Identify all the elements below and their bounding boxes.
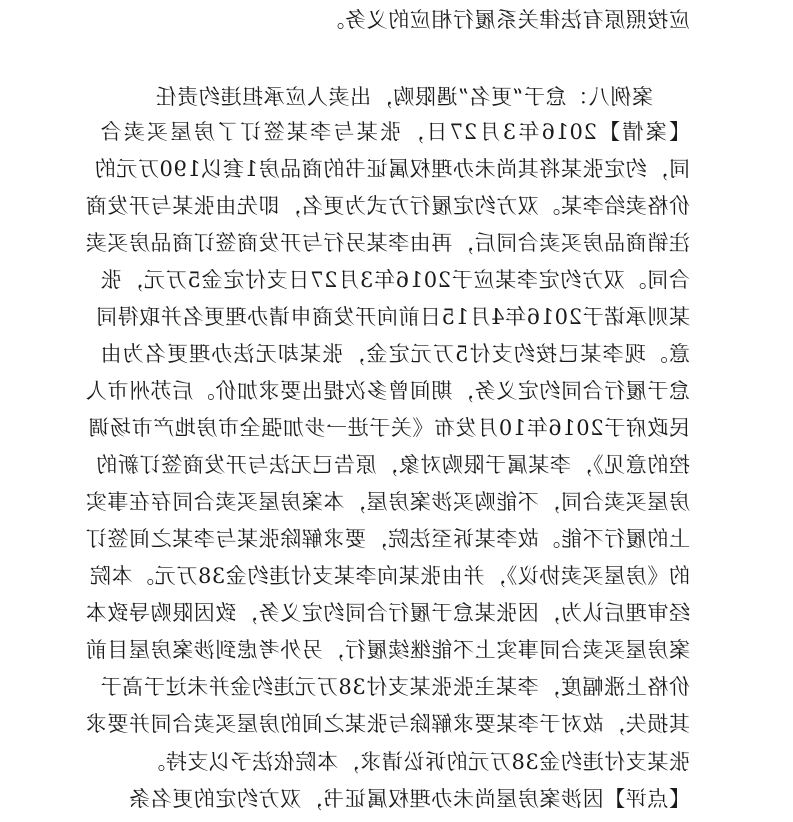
text-line-10: 怠于履行合同约定义务，期间曾多次提出要求加价。后苏州市人 [85, 379, 690, 403]
text-line-17: 案房屋买卖合同事实上不能继续履行，另外考虑到涉案房屋目前 [85, 638, 690, 662]
text-line-13: 房屋买卖合同，不能购买涉案房屋，本案房屋买卖合同存在事实 [85, 490, 690, 514]
text-line-16: 经审理后认为，因张某怠于履行合同约定义务，致因限购导致本 [85, 601, 690, 625]
text-line-6: 注销商品房买卖合同后，再由李某另行与开发商签订商品房买卖 [85, 231, 690, 255]
text-line-1: 应按照原有法律关系履行相应的义务。 [322, 8, 690, 32]
text-line-3: 【案情】2016年3月27日，张某与李某签订了房屋买卖合 [100, 120, 690, 144]
text-line-15: 的《房屋买卖协议》，并由张某向李某支付违约金38万元。本院 [89, 564, 690, 588]
text-line-19: 其损失，故对于李某要求解除与张某之间的房屋买卖合同并要求 [85, 712, 690, 736]
text-line-11: 民政府于2016年10月发布《关于进一步加强全市房地产市场调 [87, 416, 690, 440]
text-line-9: 意。现李某已按约支付5万元定金，张某却无法办理更名为由 [100, 342, 690, 366]
text-line-5: 价格卖给李某。双方约定履行方式为更名，即先由张某与开发商 [85, 194, 690, 218]
text-line-4: 同，约定张某将其尚未办理权属证书的商品房1套以190万元的 [94, 157, 690, 181]
case-heading: 案例八：怠于“更名”遇限购，出卖人应承担违约责任 [155, 85, 653, 109]
text-line-7: 合同。双方约定李某应于2016年3月27日支付定金5万元，张 [100, 268, 690, 292]
text-line-8: 某则承诺于2016年4月15日前向开发商申请办理更名并取得同 [95, 305, 690, 329]
text-line-12: 控的意见》，李某属于限购对象，原告已无法与开发商签订新的 [95, 453, 690, 477]
text-line-18: 价格上涨幅度，李某主张张某支付38万元违约金并未过于高于 [100, 675, 690, 699]
text-line-14: 上的履行不能。故李某诉至法院，要求解除张某与李某之间签订 [85, 527, 690, 551]
text-line-20: 张某支付违约金38万元的诉讼请求，本院依法予以支持。 [143, 750, 690, 774]
text-line-21: 【点评】因涉案房屋尚未办理权属证书，双方约定的更名条 [128, 787, 690, 811]
